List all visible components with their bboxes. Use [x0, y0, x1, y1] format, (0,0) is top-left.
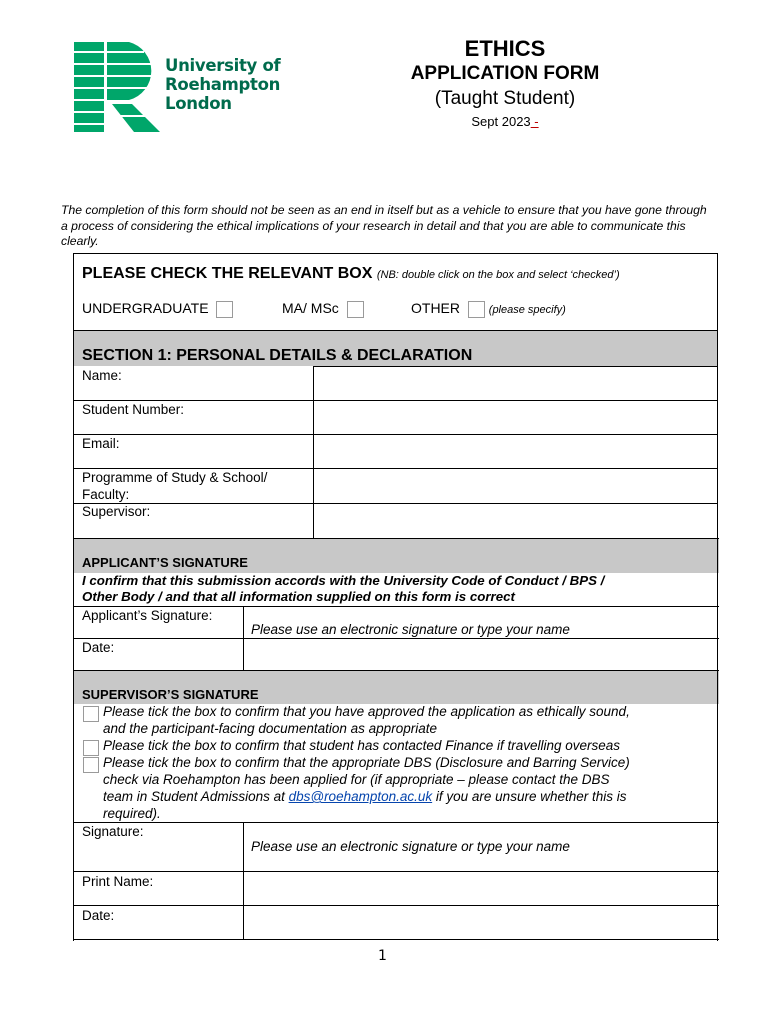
tick2-text: Please tick the box to confirm that student has contacted Finance if travelling overseas [103, 738, 621, 753]
tick1-line-2: and the participant-facing documentation as appropriate [103, 721, 437, 736]
finance-checkbox[interactable] [83, 740, 99, 756]
supervisor-date-field[interactable] [245, 906, 716, 938]
supervisor-date-label: Date: [82, 908, 115, 923]
check-box-heading: PLEASE CHECK THE RELEVANT BOX [82, 265, 373, 282]
undergraduate-checkbox[interactable] [216, 301, 233, 318]
form-title: ETHICS [464, 36, 546, 61]
programme-field[interactable] [315, 469, 716, 502]
tick3-line-1: Please tick the box to confirm that the appropriate DBS (Disclosure and Barring Service) [103, 755, 630, 770]
applicant-signature-label: Applicant’s Signature: [82, 608, 213, 623]
dbs-email-link[interactable]: dbs@roehampton.ac.uk [288, 789, 433, 804]
applicant-heading: APPLICANT’S SIGNATURE [82, 555, 248, 570]
student-number-label: Student Number: [82, 402, 185, 417]
check-box-note: (NB: double click on the box and select ‘checked’) [376, 269, 620, 281]
applicant-date-label: Date: [82, 640, 115, 655]
supervisor-heading: SUPERVISOR’S SIGNATURE [82, 687, 259, 702]
logo-line-1: University of [165, 56, 281, 75]
applicant-signature-field[interactable] [245, 607, 716, 637]
programme-label: Programme of Study & School/ [82, 470, 268, 485]
dbs-checkbox[interactable] [83, 757, 99, 773]
print-name-label: Print Name: [82, 874, 154, 889]
university-logo-text [165, 56, 280, 113]
form-subtitle: APPLICATION FORM [410, 63, 600, 84]
applicant-confirm-line-1: I confirm that this submission accords with the University Code of Conduct / BPS / [82, 573, 605, 588]
university-logo-icon [74, 42, 160, 132]
option-undergraduate: UNDERGRADUATE [82, 300, 233, 318]
print-name-field[interactable] [245, 872, 716, 904]
tick3-line-2: check via Roehampton has been applied for (if appropriate – please contact the DBS [103, 772, 610, 787]
other-specify-note: (please specify) [488, 304, 566, 316]
name-label: Name: [82, 368, 122, 383]
supervisor-field[interactable] [315, 504, 716, 537]
email-label: Email: [82, 436, 120, 451]
faculty-label: Faculty: [82, 487, 130, 502]
section1-heading: SECTION 1: PERSONAL DETAILS & DECLARATION [82, 347, 473, 364]
student-number-field[interactable] [315, 401, 716, 433]
form-date: Sept 2023 - [471, 114, 539, 129]
logo-line-2: Roehampton [165, 75, 281, 94]
form-title-block [380, 36, 630, 131]
intro-paragraph: The completion of this form should not be seen as an end in itself but as a vehicle to ensure that you have gone through a process of considering the ethical implications of your research in detail and that you are able to communicate this clearly. [61, 203, 707, 248]
applicant-confirm-line-2: Other Body / and that all information supplied on this form is correct [82, 589, 515, 604]
name-field[interactable] [315, 367, 716, 399]
applicant-date-field[interactable] [245, 639, 716, 669]
form-audience: (Taught Student) [434, 88, 576, 109]
option-other: OTHER (please specify) [411, 300, 566, 316]
supervisor-label: Supervisor: [82, 504, 151, 519]
logo-line-3: London [165, 94, 232, 113]
approval-checkbox[interactable] [83, 706, 99, 722]
tick1-line-1: Please tick the box to confirm that you have approved the application as ethically sound, [103, 704, 630, 719]
page-number: 1 [378, 948, 387, 964]
check-box-heading-row [82, 265, 620, 283]
supervisor-signature-hint: Please use an electronic signature or type your name [251, 839, 570, 854]
tick3-line-3: team in Student Admissions at dbs@roehampton.ac.uk if you are unsure whether this is [103, 789, 627, 804]
option-masters: MA/ MSc [282, 300, 364, 318]
form-table [73, 253, 718, 941]
applicant-signature-hint: Please use an electronic signature or type your name [251, 622, 570, 637]
supervisor-signature-field[interactable] [245, 823, 716, 870]
email-field[interactable] [315, 435, 716, 467]
tick3-line-4: required). [103, 806, 161, 821]
other-checkbox[interactable] [468, 301, 485, 318]
supervisor-signature-label: Signature: [82, 824, 144, 839]
masters-checkbox[interactable] [347, 301, 364, 318]
